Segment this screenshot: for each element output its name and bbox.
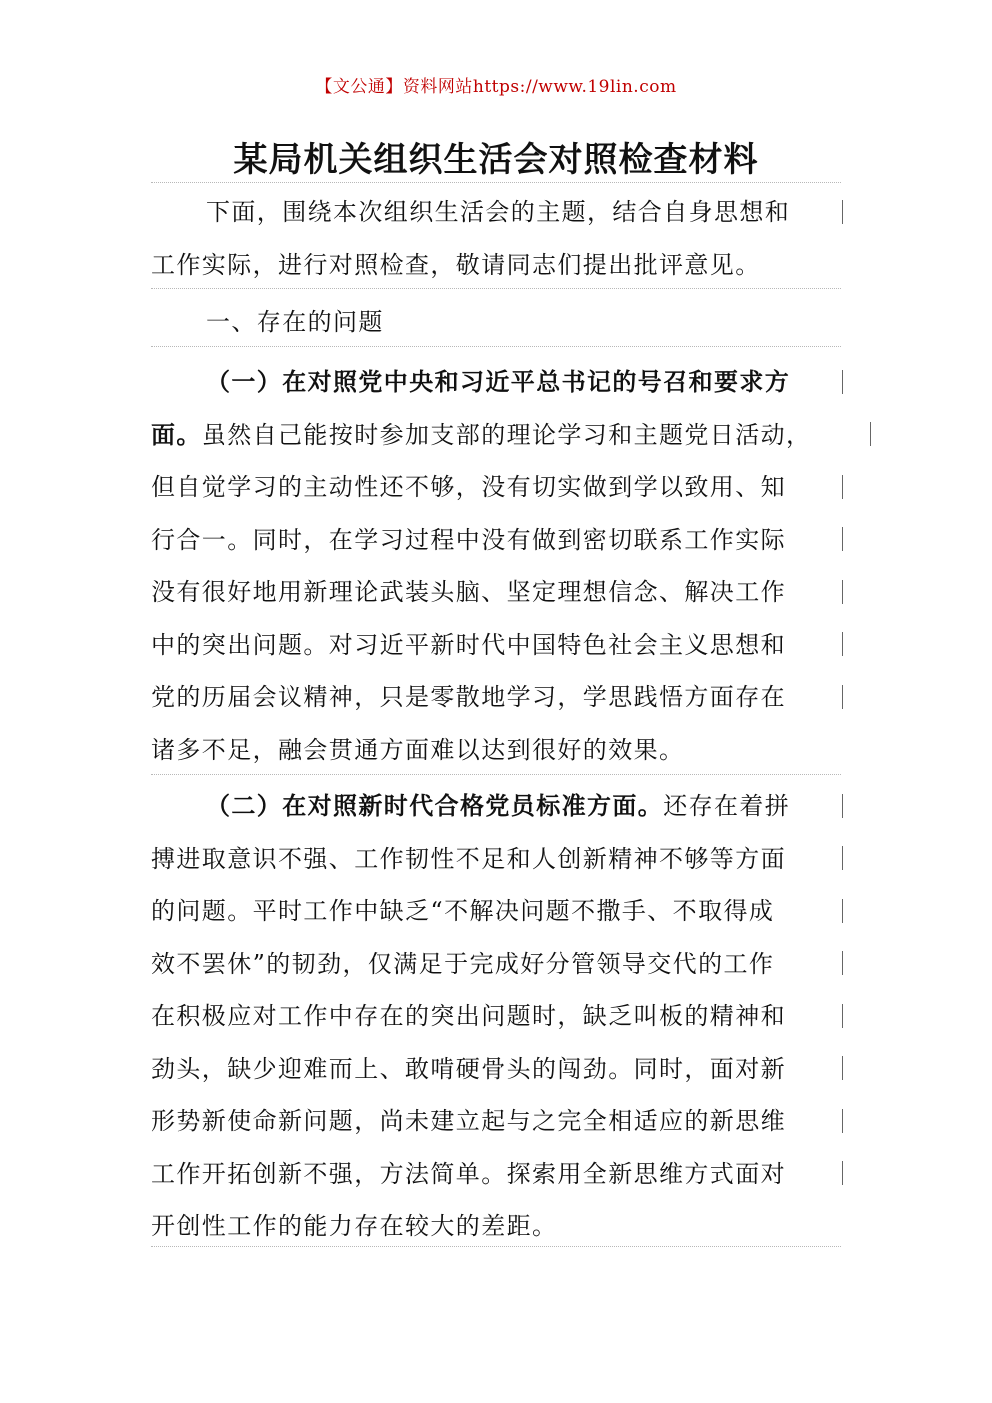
- item2-line: 形势新使命新问题，尚未建立起与之完全相适应的新思维: [151, 1107, 786, 1135]
- item2-line: 在积极应对工作中存在的突出问题时，缺乏叫板的精神和: [151, 1002, 786, 1030]
- item1-line-text: 虽然自己能按时参加支部的理论学习和主题党日活动，: [201, 420, 812, 449]
- item2-line: 开创性工作的能力存在较大的差距。: [151, 1212, 558, 1240]
- line-break-marker: [842, 1004, 843, 1028]
- line-break-marker: [842, 899, 843, 923]
- text-boundary-rule: [151, 774, 841, 775]
- line-break-marker: [842, 846, 843, 870]
- item2-line: 的问题。平时工作中缺乏“不解决问题不撒手、不取得成: [151, 897, 775, 925]
- line-break-marker: [842, 1161, 843, 1185]
- intro-line: 工作实际，进行对照检查，敬请同志们提出批评意见。: [151, 250, 761, 279]
- item2-line: 工作开拓创新不强，方法简单。探索用全新思维方式面对: [151, 1159, 786, 1188]
- item1-line: 没有很好地用新理论武装头脑、坚定理想信念、解决工作: [151, 578, 786, 606]
- line-break-marker: [842, 475, 843, 499]
- line-break-marker: [842, 951, 843, 975]
- intro-line: 下面，围绕本次组织生活会的主题，结合自身思想和: [206, 198, 791, 226]
- site-header-link[interactable]: 【文公通】资料网站https://www.19lin.com: [315, 77, 677, 97]
- text-boundary-rule: [151, 346, 841, 347]
- line-break-marker: [842, 527, 843, 551]
- item2-heading-rest: 还存在着拼: [663, 792, 791, 820]
- text-boundary-rule: [151, 1246, 841, 1247]
- line-break-marker: [842, 370, 843, 394]
- line-break-marker: [842, 200, 843, 224]
- line-break-marker: [842, 794, 843, 818]
- line-break-marker: [842, 1056, 843, 1080]
- item1-heading-tail: 面。: [151, 419, 202, 449]
- item1-line: 诸多不足，融会贯通方面难以达到很好的效果。: [151, 735, 685, 764]
- item1-line: 党的历届会议精神，只是零散地学习，学思践悟方面存在: [151, 683, 786, 711]
- line-break-marker: [842, 632, 843, 656]
- item2-paragraph: [151, 780, 841, 1253]
- item2-heading: （二）在对照新时代合格党员标准方面。: [206, 791, 664, 820]
- text-boundary-rule: [151, 288, 841, 289]
- item1-line: 但自觉学习的主动性还不够，没有切实做到学以致用、知: [151, 473, 786, 501]
- item2-line: 搏进取意识不强、工作韧性不足和人创新精神不够等方面: [151, 844, 786, 873]
- line-break-marker: [870, 422, 871, 446]
- item1-line: 行合一。同时，在学习过程中没有做到密切联系工作实际: [151, 525, 786, 554]
- section-heading: [151, 296, 841, 349]
- document-title: 某局机关组织生活会对照检查材料: [233, 140, 759, 180]
- line-break-marker: [842, 1109, 843, 1133]
- item2-line: [151, 780, 841, 833]
- line-break-marker: [842, 580, 843, 604]
- item1-line: 中的突出问题。对习近平新时代中国特色社会主义思想和: [151, 630, 786, 659]
- item1-heading: （一）在对照党中央和习近平总书记的号召和要求方: [206, 367, 791, 396]
- item1-line: [151, 409, 841, 462]
- line-break-marker: [842, 685, 843, 709]
- text-boundary-rule: [151, 182, 841, 183]
- item2-line: 劲头，缺少迎难而上、敢啃硬骨头的闯劲。同时，面对新: [151, 1054, 786, 1083]
- item1-paragraph: [151, 356, 841, 776]
- item2-line: 效不罢休”的韧劲，仅满足于完成好分管领导交代的工作: [151, 949, 775, 978]
- intro-paragraph: [151, 186, 841, 291]
- section-heading-text: 一、存在的问题: [206, 308, 384, 336]
